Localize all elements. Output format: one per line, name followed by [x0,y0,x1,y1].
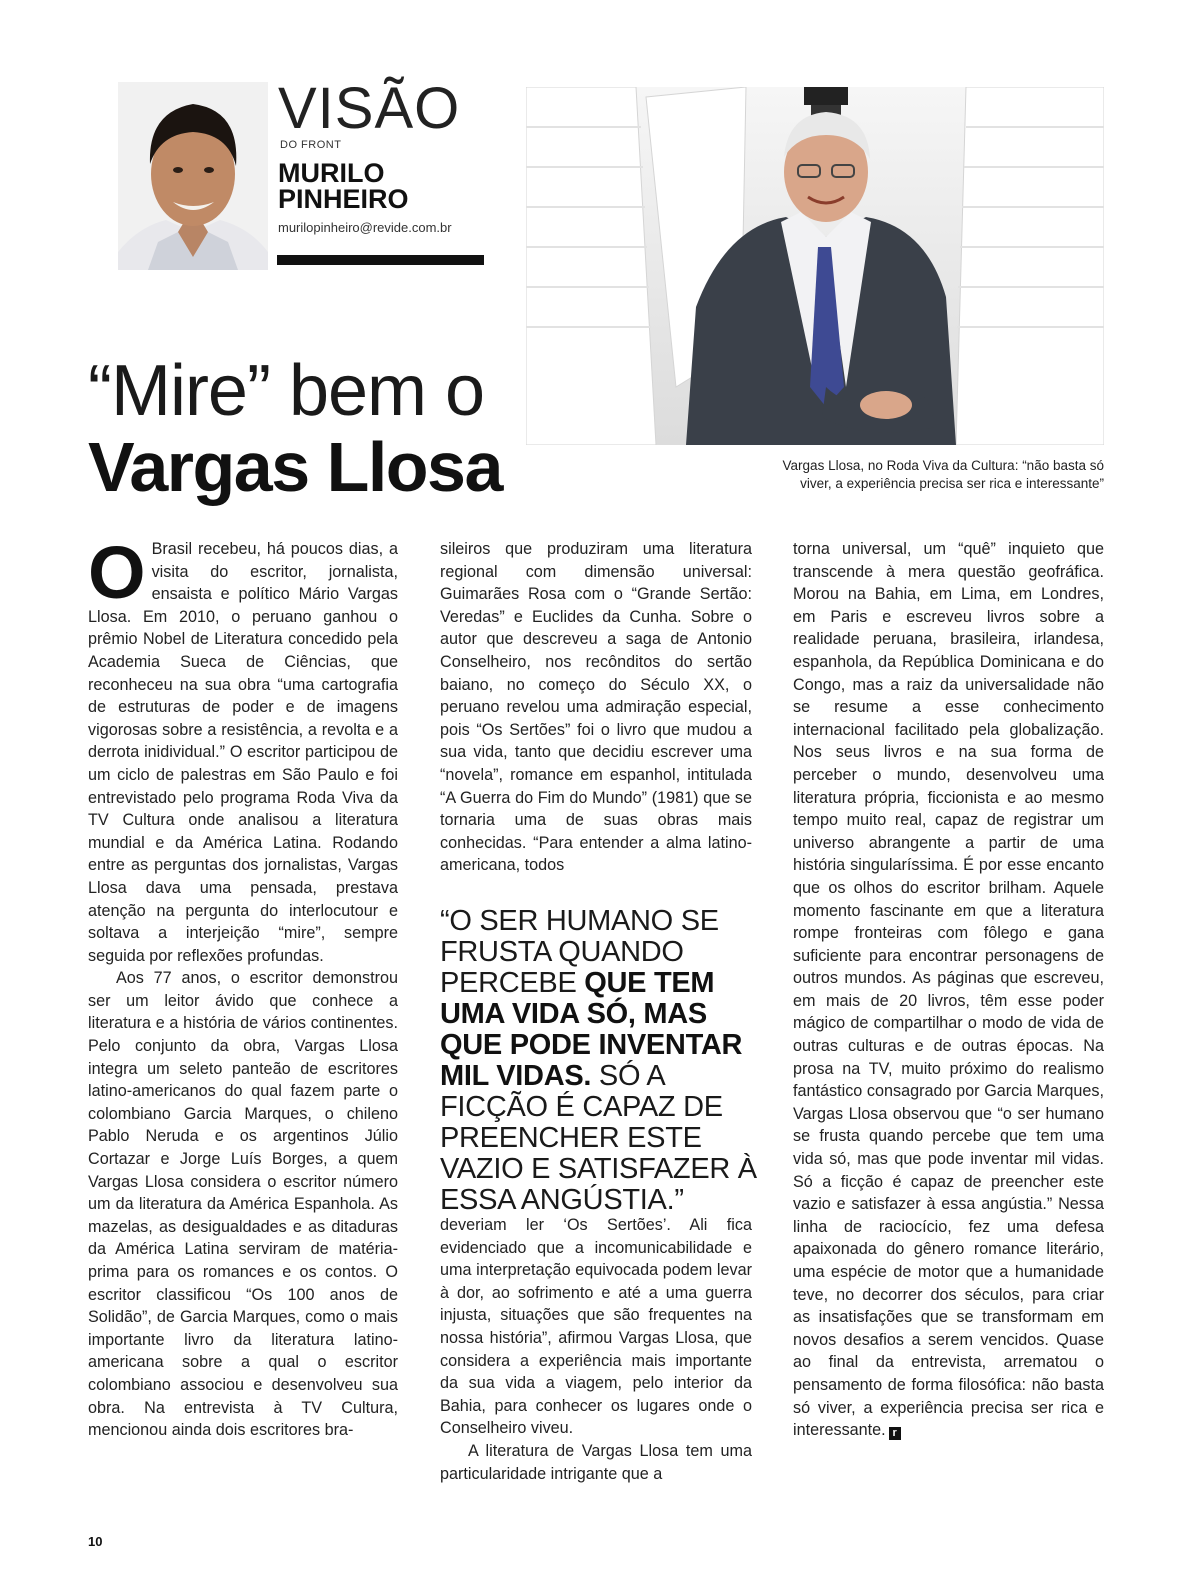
author-name [278,160,409,212]
author-portrait [118,82,268,270]
paragraph [793,538,1104,1442]
paragraph: A literatura de Vargas Llosa tem uma particularidade intrigante que a [440,1441,752,1483]
article-photo [526,87,1104,445]
photo-caption [700,457,1104,493]
paragraph-text: torna universal, um “quê” inquieto que transcende à mera questão geofráfica. Morou na Bahia, em Lima, em Londres, em Paris e escreveu livros sobre a realidade peruana, brasileira, irlandesa, espanhola, da República Dominicana e do Congo, mas a raiz da universalidade não se resume a esse conhecimento internacional facilitado pela globalização. Nos seus livros e na sua forma de perceber o mundo, desenvolveu uma literatura própria, ficcionista e ao mesmo tempo muito real, capaz de registrar um universo abrangente a partir de uma história singularíssima. É por esse encanto que os olhos do escritor brilham. Aquele momento fascinante em que a literatura rompe fronteiras com fôlego e gana suficiente para encontrar personagens de outros mundos. As páginas que escreveu, em mais de 20 livros, têm esse poder mágico de compartilhar o modo de vida de outras culturas e de outras épocas. Na prosa na TV, muito próximo do realismo fantástico consagrado por Garcia Marques, Vargas Llosa observou que “o ser humano se frusta quando percebe que tem uma vida só, mas que pode inventar mil vidas. Só a ficção é capaz de preencher este vazio e satisfazer à essa angústia.” Nessa linha de raciocício, fez uma defesa apaixonada do gênero romance literário, uma espécie de motor que a humanidade teve, no decorrer dos séculos, para criar as insatisfações que se transformam em novos desafios a serem vencidos. Quase ao final da entrevista, arrematou o pensamento de forma filosófica: não basta só viver, a experiência precisa ser rica e interessante. [793,540,1104,1440]
headline-line-1: “Mire” bem o [88,351,485,431]
article-column-1 [88,531,398,1442]
header-rule [277,255,484,265]
column-subtitle: DO FRONT [280,139,342,151]
pull-quote [440,906,760,1216]
pull-quote-part-1: “O SER HUMANO SE FRUSTA QUANDO PERCEBE [440,905,719,999]
drop-cap: O [88,531,146,614]
author-first-name: MURILO [278,158,385,188]
pull-quote-part-2: SÓ A FICÇÃO É CAPAZ DE PREENCHER ESTE VAZIO E SATISFAZER À ESSA ANGÚSTIA.” [440,1060,757,1216]
caption-line-1: Vargas Llosa, no Roda Viva da Cultura: “não basta só [782,458,1104,473]
end-of-article-icon: r [889,1427,901,1440]
article-column-2-bottom [440,1214,752,1485]
paragraph: deveriam ler ‘Os Sertões’. Ali fica evidenciado que a incomunicabilidade e uma interpretação equivocada podem levar à dor, ao sofrimento e até a uma guerra injusta, situações que são frequentes na nossa história”, afirmou Vargas Llosa, que considera a experiência mais importante da sua vida a viagem, pelo interior da Bahia, para conhecer os lugares onde o Conselheiro viveu. [440,1216,752,1438]
paragraph: sileiros que produziram uma literatura regional com dimensão universal: Guimarães Rosa com o “Grande Sertão: Veredas” e Euclides da Cunha. Sobre o autor que descreveu a saga de Antonio Conselheiro, nos recônditos do sertão baiano, no começo do Século XX, o peruano revelou uma admiração especial, pois “Os Sertões” foi o livro que mudou a sua vida, tanto que decidiu escrever uma “novela”, romance em espanhol, intitulada “A Guerra do Fim do Mundo” (1981) que se tornaria uma de suas obras mais conhecidas. “Para entender a alma latino-americana, todos [440,540,752,875]
column-name: VISÃO [278,76,461,141]
article-column-3 [793,538,1104,1442]
article-column-2-top [440,538,752,877]
paragraph [88,531,398,967]
pull-quote-emphasis: QUE TEM UMA VIDA SÓ, MAS QUE PODE INVENTAR MIL VIDAS. [440,967,743,1092]
paragraph-text: Brasil recebeu, há poucos dias, a visita do escritor, jornalista, ensaista e político Mário Vargas Llosa. Em 2010, o peruano ganhou o prêmio Nobel de Literatura concedido pela Academia Sueca de Ciências, que reconheceu na sua obra “uma cartografia de estruturas de poder e de imagens vigorosas sobre a resistência, a revolta e a derrota inidividual.” O escritor participou de um ciclo de palestras em São Paulo e foi entrevistado pelo programa Roda Viva da TV Cultura onde analisou a literatura mundial e da América Latina. Rodando entre as perguntas dos jornalistas, Vargas Llosa dava uma pensada, prestava atenção na pergunta do interlocutour e soltava a interjeição “mire”, sempre seguida por reflexões profundas. [88,540,398,965]
paragraph: Aos 77 anos, o escritor demonstrou ser um leitor ávido que conhece a literatura e a história de vários continentes. Pelo conjunto da obra, Vargas Llosa integra um seleto panteão de escritores latino-americanos do qual fazem parte o colombiano Garcia Marques, o chileno Pablo Neruda e os argentinos Júlio Cortazar e Jorge Luís Borges, a quem Vargas Llosa considera o escritor número um da literatura da América Espanhola. As mazelas, as desigualdades e as ditaduras da América Latina serviram de matéria-prima para os romances e os contos. O escritor classificou “Os 100 anos de Solidão”, de Garcia Marques, como o mais importante livro da literatura latino-americana sobre a qual o escritor colombiano associou e desenvolveu sua obra. Na entrevista à TV Cultura, mencionou ainda dois escritores bra- [88,969,398,1440]
caption-line-2: viver, a experiência precisa ser rica e interessante” [800,476,1104,491]
author-email: murilopinheiro@revide.com.br [278,220,452,235]
author-last-name: PINHEIRO [278,184,409,214]
headline-line-2: Vargas Llosa [88,428,502,506]
page-number: 10 [88,1534,103,1549]
